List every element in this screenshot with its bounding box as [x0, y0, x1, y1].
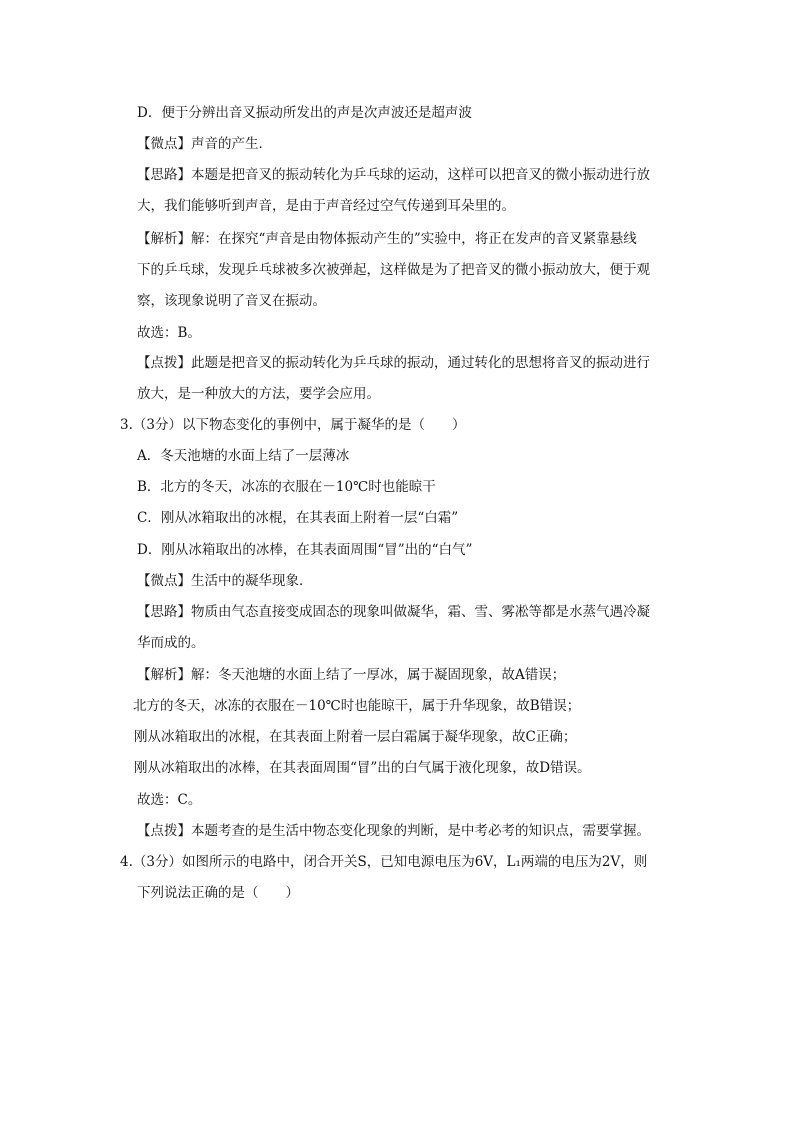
- analysis-q2-line2: 下的乒乓球，发现乒乓球被多次被弹起，这样做是为了把音叉的微小振动放大，便于观: [137, 262, 650, 278]
- micro-point-q2: 【微点】声音的产生．: [137, 136, 272, 152]
- thinking-q3-line2: 华而成的。: [137, 635, 205, 651]
- option-b-q3: B．北方的冬天，冰冻的衣服在－10℃时也能晾干: [137, 479, 436, 495]
- tip-q2-line2: 放大，是一种放大的方法，要学会应用。: [137, 386, 380, 402]
- analysis-q3-line3: 刚从冰箱取出的冰棍，在其表面上附着一层白霜属于凝华现象，故C正确；: [134, 729, 577, 745]
- analysis-q3-line4: 刚从冰箱取出的冰棒，在其表面周围“冒”出的白气属于液化现象，故D错误。: [134, 760, 591, 776]
- micro-point-q3: 【微点】生活中的凝华现象．: [137, 573, 313, 589]
- thinking-q2-line2: 大，我们能够听到声音，是由于声音经过空气传递到耳朵里的。: [137, 198, 515, 214]
- answer-q3: 故选：C。: [137, 792, 202, 808]
- option-a-q3: A．冬天池塘的水面上结了一层薄冰: [137, 448, 350, 464]
- analysis-q3-line2: 北方的冬天，冰冻的衣服在－10℃时也能晾干，属于升华现象，故B错误；: [133, 698, 581, 714]
- answer-q2: 故选：B。: [137, 325, 201, 341]
- thinking-q2-line1: 【思路】本题是把音叉的振动转化为乒乓球的运动，这样可以把音叉的微小振动进行放: [137, 167, 650, 183]
- tip-q3: 【点拨】本题考查的是生活中物态变化现象的判断，是中考必考的知识点，需要掌握。: [137, 823, 650, 839]
- question-4-line1: 4.（3分）如图所示的电路中，闭合开关S，已知电源电压为6V，L₁两端的电压为2V，则: [120, 854, 648, 870]
- thinking-q3-line1: 【思路】物质由气态直接变成固态的现象叫做凝华，霜、雪、雾凇等都是水蒸气遇冷凝: [137, 604, 650, 620]
- analysis-q3-line1: 【解析】解：冬天池塘的水面上结了一厚冰，属于凝固现象，故A错误；: [137, 667, 566, 683]
- option-d-q3: D．刚从冰箱取出的冰棒，在其表面周围“冒”出的“白气”: [137, 542, 473, 558]
- tip-q2-line1: 【点拨】此题是把音叉的振动转化为乒乓球的振动，通过转化的思想将音叉的振动进行: [137, 355, 650, 371]
- question-4-line2: 下列说法正确的是（ ）: [137, 885, 299, 901]
- option-c-q3: C．刚从冰箱取出的冰棍，在其表面上附着一层“白霜”: [137, 510, 459, 526]
- analysis-q2-line1: 【解析】解：在探究“声音是由物体振动产生的”实验中，将正在发声的音叉紧靠悬线: [137, 231, 637, 247]
- question-3: 3.（3分）以下物态变化的事例中，属于凝华的是（ ）: [120, 417, 466, 433]
- option-d-q2: D．便于分辨出音叉振动所发出的声是次声波还是超声波: [137, 105, 472, 121]
- analysis-q2-line3: 察，该现象说明了音叉在振动。: [137, 293, 326, 309]
